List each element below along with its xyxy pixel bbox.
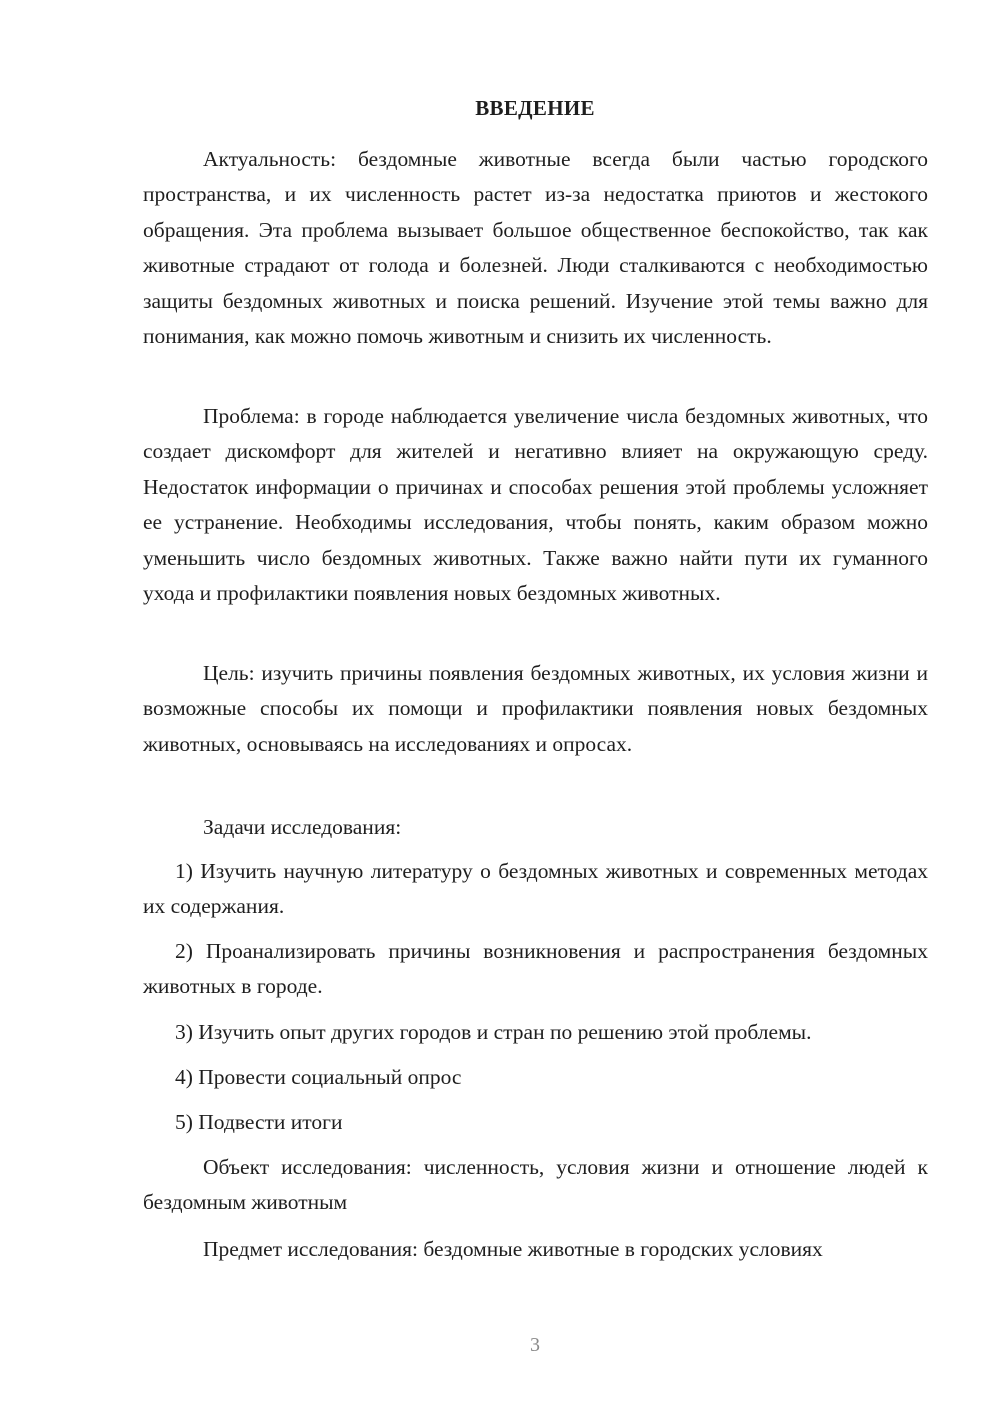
task-item-3: 3) Изучить опыт других городов и стран по решению этой проблемы. [175, 1020, 812, 1044]
task-item-5: 5) Подвести итоги [175, 1110, 343, 1134]
paragraph-object: Объект исследования: численность, условия жизни и отношение людей к бездомным животным [143, 1155, 928, 1215]
page-number: 3 [530, 1334, 540, 1356]
task-item-1: 1) Изучить научную литературу о бездомных животных и современных методах их содержания. [143, 859, 928, 919]
paragraph-problem: Проблема: в городе наблюдается увеличение числа бездомных животных, что создает дискомфорт для жителей и негативно влияет на окружающую среду. Недостаток информации о причинах и способах решения этой проблемы усложняет ее устранение. Необходимы исследования, чтобы понять, каким образом можно уменьшить число бездомных животных. Также важно найти пути их гуманного ухода и профилактики появления новых бездомных животных. [143, 404, 928, 606]
paragraph-subject: Предмет исследования: бездомные животные в городских условиях [203, 1237, 823, 1261]
paragraph-goal: Цель: изучить причины появления бездомных животных, их условия жизни и возможные способы их помощи и профилактики появления новых бездомных животных, основываясь на исследованиях и опросах. [143, 661, 928, 756]
tasks-heading: Задачи исследования: [203, 815, 402, 839]
task-item-4: 4) Провести социальный опрос [175, 1065, 462, 1089]
paragraph-relevance: Актуальность: бездомные животные всегда были частью городского пространства, и их численность растет из-за недостатка приютов и жестокого обращения. Эта проблема вызывает большое общественное беспокойство, так как животные страдают от голода и болезней. Люди сталкиваются с необходимостью защиты бездомных животных и поиска решений. Изучение этой темы важно для понимания, как можно помочь животным и снизить их численность. [143, 147, 928, 349]
section-title: ВВЕДЕНИЕ [475, 96, 595, 120]
task-item-2: 2) Проанализировать причины возникновения и распространения бездомных животных в городе. [143, 939, 928, 999]
